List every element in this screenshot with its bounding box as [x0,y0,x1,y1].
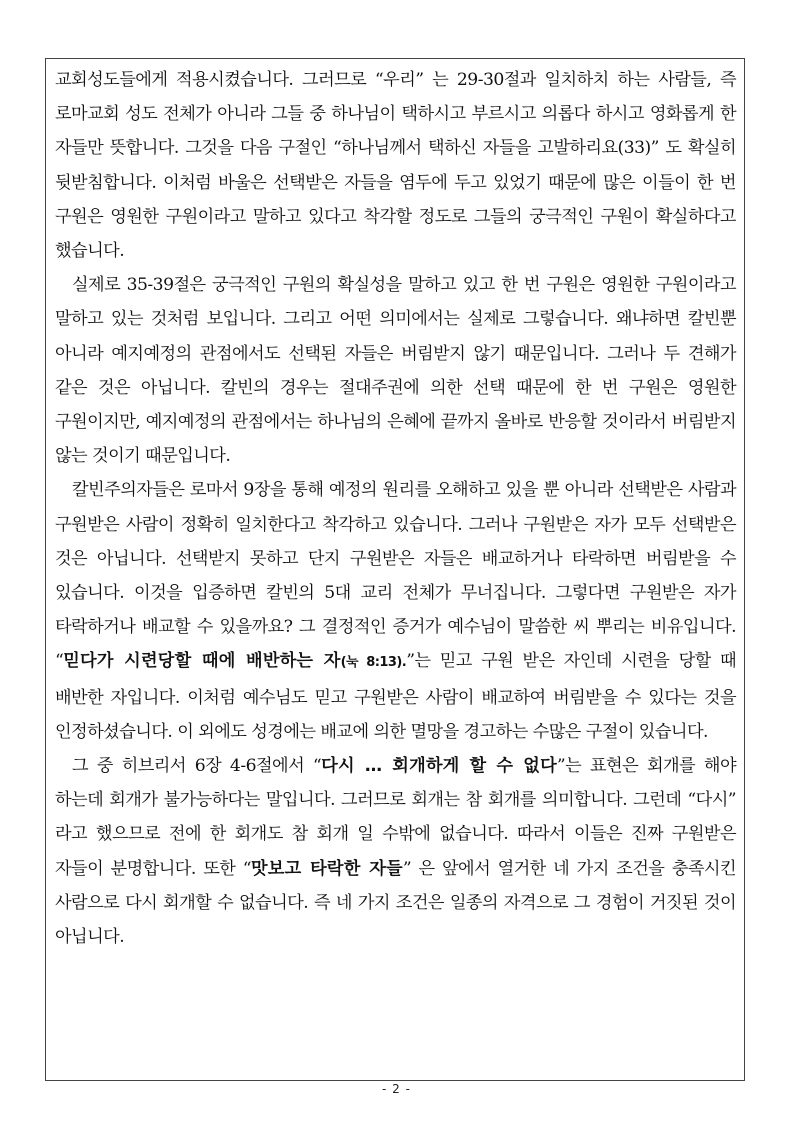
paragraph-3 [55,473,736,749]
page-number: - 2 - [382,1082,411,1096]
paragraph-2: 실제로 35-39절은 궁극적인 구원의 확실성을 말하고 있고 한 번 구원은 영원한 구원이라고 말하고 있는 것처럼 보입니다. 그리고 어떤 의미에서는 실제로 그렇습니다. 왜냐하면 칼빈뿐 아니라 예지예정의 관점에서도 선택된 자들은 버림받지 않기 때문입니다. 그러나 두 견해가 같은 것은 아닙니다. 칼빈의 경우는 절대주권에 의한 선택 때문에 한 번 구원은 영원한 구원이지만, 예지예정의 관점에서는 하나님의 은혜에 끝까지 올바로 반응할 것이라서 버림받지 않는 것이기 때문입니다. [55,275,736,467]
quote-hebrews-fallen: 맛보고 타락한 자들 [250,858,403,879]
page-frame [45,58,745,1081]
paragraph-4 [55,749,736,954]
paragraph-4-text-c: ” 은 앞에서 열거한 네 가지 조건을 충족시킨 사람으로 다시 회개할 수 없습니다. 즉 네 가지 조건은 일종의 자격으로 그 경험이 거짓된 것이 아닙니다. [55,858,736,948]
paragraph-4-text-b: ”는 표현은 회개를 해야 하는데 회개가 불가능하다는 말입니다. 그러므로 회개는 참 회개를 의미합니다. 그런데 “다시” 라고 했으므로 전에 한 회개도 참 회개 일 수밖에 없습니다. 따라서 이들은 진짜 구원받은 자들이 분명합니다. 또한 “ [55,756,737,879]
paragraph-1: 교회성도들에게 적용시켰습니다. 그러므로 “우리” 는 29-30절과 일치하치 하는 사람들, 즉 로마교회 성도 전체가 아니라 그들 중 하나님이 택하시고 부르시고 의롭다 하시고 영화롭게 한 자들만 뜻합니다. 그것을 다음 구절인 “하나님께서 택하신 자들을 고발하리요(33)” 도 확실히 뒷받침합니다. 이처럼 바울은 선택받은 자들을 염두에 두고 있었기 때문에 많은 이들이 한 번 구원은 영원한 구원이라고 말하고 있다고 착각할 정도로 그들의 궁극적인 구원이 확실하다고 했습니다. [55,70,736,262]
quote-hebrews-repent: 다시 … 회개하게 할 수 없다 [321,756,557,777]
reference-luke-8-13: (눅 8:13). [340,655,407,671]
paragraph-3-text-b: ”는 믿고 구원 받은 자인데 시련을 당할 때 배반한 자입니다. 이처럼 예수님도 믿고 구원받은 사람이 배교하여 버림받을 수 있다는 것을 인정하셨습니다. 이 외에도 성경에는 배교에 의한 멸망을 경고하는 수많은 구절이 있습니다. [55,651,736,742]
paragraph-3-text-a: 칼빈주의자들은 로마서 9장을 통해 예정의 원리를 오해하고 있을 뿐 아니라 선택받은 사람과 구원받은 사람이 정확히 일치한다고 착각하고 있습니다. 그러나 구원받은 자가 모두 선택받은 것은 아닙니다. 선택받지 못하고 단지 구원받은 자들은 배교하거나 타락하면 버림받을 수 있습니다. 이것을 입증하면 칼빈의 5대 교리 전체가 무너집니다. 그렇다면 구원받은 자가 타락하거나 배교할 수 있을까요? 그 결정적인 증거가 예수님이 말씀한 씨 뿌리는 비유입니다. “ [55,480,736,672]
quote-luke-8-13: 믿다가 시련당할 때에 배반하는 자 [63,651,341,672]
paragraph-4-text-a: 그 중 히브리서 6장 4-6절에서 “ [72,756,322,777]
